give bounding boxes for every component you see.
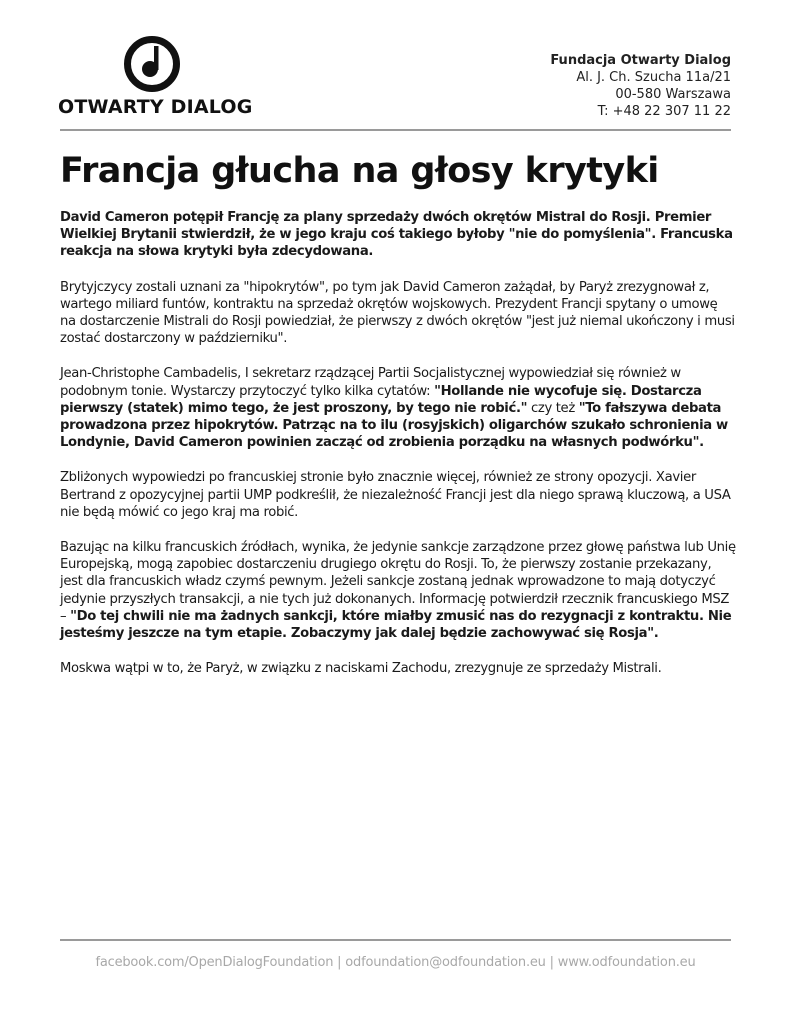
paragraph-4 xyxy=(60,539,736,642)
paragraph-5: Moskwa wątpi w to, że Paryż, w związku z naciskami Zachodu, zrezygnuje ze sprzedaży Mistrali. xyxy=(60,661,662,677)
logo-text: OTWARTY DIALOG xyxy=(58,96,253,118)
article-body xyxy=(60,209,736,695)
organization-name: Fundacja Otwarty Dialog xyxy=(550,53,731,68)
logo-mark-icon xyxy=(122,34,182,94)
address-line-2: 00-580 Warszawa xyxy=(615,87,731,102)
quote-hypocrites: "To fałszywa debata prowadzona przez hipokrytów. Patrząc na to ilu (rosyjskich) oligarchów szukało schronienia w Londynie, David Cameron powinien zacząć od zrobienia porządku na własnych podwórku". xyxy=(60,400,728,451)
article-lead: David Cameron potępił Francję za plany sprzedaży dwóch okrętów Mistral do Rosji. Premier Wielkiej Brytanii stwierdził, że w jego kraju coś takiego byłoby "nie do pomyślenia". Francuska reakcja na słowa krytyki była zdecydowana. xyxy=(60,210,733,260)
phone-number: T: +48 22 307 11 22 xyxy=(597,104,731,119)
address-line-1: Al. J. Ch. Szucha 11a/21 xyxy=(576,70,731,85)
paragraph-2 xyxy=(60,365,736,451)
contact-block xyxy=(550,52,731,120)
footer-links: facebook.com/OpenDialogFoundation | odfoundation@odfoundation.eu | www.odfoundation.eu xyxy=(95,955,696,970)
header-divider xyxy=(60,129,731,131)
paragraph-1: Brytyjczycy zostali uznani za "hipokrytów", po tym jak David Cameron zażądał, by Paryż zrezygnował z, wartego miliard funtów, kontraktu na sprzedaż okrętów wojskowych. Prezydent Francji spytany o umowę na dostarczenie Mistrali do Rosji powiedział, że pierwszy z dwóch okrętów "jest już niemal ukończony i musi zostać dostarczony w październiku". xyxy=(60,279,735,347)
article-title: Francja głucha na głosy krytyki xyxy=(60,151,659,191)
paragraph-2-text-a: Jean-Christophe Cambadelis, I sekretarz rządzącej Partii Socjalistycznej wypowiedział się również w podobnym tonie. Wystarczy przytoczyć tylko kilka cytatów: xyxy=(60,366,681,399)
footer-divider xyxy=(60,939,731,941)
quote-msz: "Do tej chwili nie ma żadnych sankcji, które miałby zmusić nas do rezygnacji z kontraktu. Nie jesteśmy jeszcze na tym etapie. Zobaczymy jak dalej będzie zachowywać się Rosja". xyxy=(60,608,732,642)
paragraph-2-text-c: czy też xyxy=(527,400,579,416)
paragraph-3: Zbliżonych wypowiedzi po francuskiej stronie było znacznie więcej, również ze strony opozycji. Xavier Bertrand z opozycyjnej partii UMP podkreślił, że niezależność Francji jest dla niego sprawą kluczową, a USA nie będą mówić co jego kraj ma robić. xyxy=(60,470,731,520)
paragraph-4-text-a: Bazując na kilku francuskich źródłach, wynika, że jedynie sankcje zarządzone przez głowę państwa lub Unię Europejską, mogą zapobiec dostarczeniu drugiego okrętu do Rosji. To, że pierwszy zostanie przekazany, jest dla francuskich władz czymś pewnym. Jeżeli sankcje zostaną jednak wprowadzone to mają dotyczyć jedynie przyszłych transakcji, a nie tych już dokonanych. Informację potwierdził rzecznik francuskiego MSZ – xyxy=(60,540,736,624)
quote-hollande: "Hollande nie wycofuje się. Dostarcza pierwszy (statek) mimo tego, że jest proszony, by tego nie robić." xyxy=(60,383,702,416)
